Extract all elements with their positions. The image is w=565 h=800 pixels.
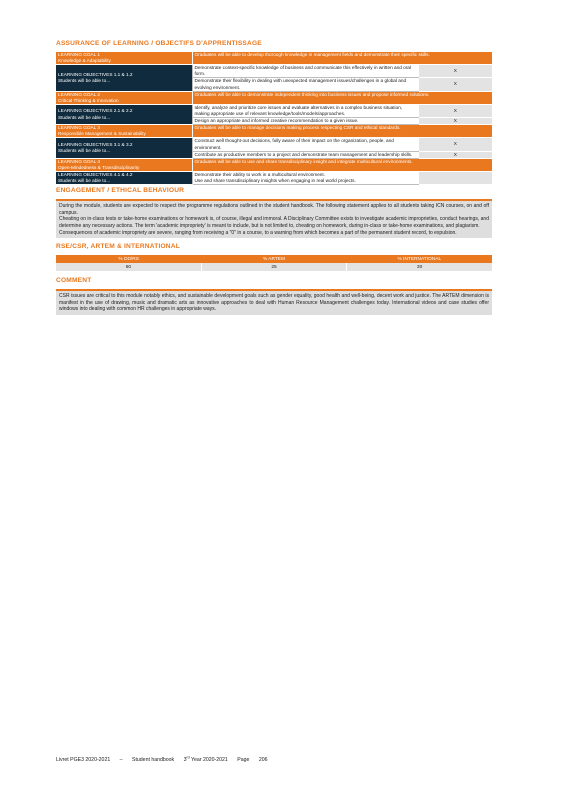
weights-header-artem: % ARTEM: [201, 255, 346, 263]
weights-value-csr: 60: [56, 263, 201, 271]
objective-4-items: [192, 171, 418, 184]
engagement-title: ENGAGEMENT / ETHICAL BEHAVIOUR: [56, 187, 185, 195]
goal-3-name: Responsible Management & Sustainability: [58, 131, 146, 137]
goal-4-label-cell: [56, 158, 192, 171]
assurance-title: ASSURANCE OF LEARNING / OBJECTIFS D'APPRENTISSAGE: [56, 40, 262, 47]
weights-header-row: [56, 255, 492, 263]
page-content: [56, 40, 492, 315]
objective-3-item-2: Contribute as productive members to a project and demonstrate team management and leadership skills.: [192, 151, 418, 158]
objective-1-item-2-mark: X: [418, 78, 492, 91]
footer-page-number: 206: [258, 756, 268, 763]
goal-1-name: Knowledge & Adaptability: [58, 58, 111, 64]
weights-title: RSE/CSR, ARTEM & INTERNATIONAL: [56, 243, 180, 251]
objective-3-cell: [56, 138, 192, 158]
footer-doc: Livret PGE3 2020-2021: [56, 756, 111, 763]
engagement-text-box: [56, 201, 492, 238]
objective-1-sub: Students will be able to...: [58, 77, 111, 83]
objective-2-item-1-mark: X: [418, 104, 492, 117]
comment-text-box: [56, 291, 492, 315]
objective-4-item-2: Use and share transdisciplinary insights when engaging in real world projects.: [194, 178, 356, 184]
page-footer: [56, 755, 275, 763]
weights-value-international: 30: [347, 263, 492, 271]
objective-2-item-1: Identify, analyze and prioritize core issues and evaluate alternatives in a complex business situation, making appropriate use of relevant knowledge/tools/models/approaches.: [192, 104, 418, 117]
footer-page-label: Page: [237, 756, 250, 763]
footer-separator: –: [119, 756, 123, 763]
goal-2-label: LEARNING GOAL 2: [58, 91, 101, 97]
footer-year-num: 3: [183, 756, 187, 763]
engagement-paragraph-1: During the module, students are expected to respect the programme regulations outlined in the student handbook. The following statement applies to all students taking ICN courses, on and off campus.: [59, 203, 489, 216]
goal-2-label-cell: [56, 91, 192, 104]
goal-2-name: Critical Thinking & Innovation: [58, 97, 119, 103]
objective-1-item-1-mark: X: [418, 65, 492, 78]
objective-3-item-2-mark: X: [418, 151, 492, 158]
objective-4-row: [56, 171, 492, 184]
weights-value-row: [56, 263, 492, 271]
footer-year: [184, 757, 228, 763]
goal-4-name: Open-Mindedness & Transdisciplinarity: [58, 164, 140, 170]
goal-row-2: [56, 91, 492, 104]
objective-1-item-2: Demonstrate their flexibility in dealing with unexpected management issues/challenges in a global and evolving environment.: [192, 78, 418, 91]
engagement-paragraph-2: Cheating on in-class tests or take-home examinations or homework is, of course, illegal and immoral. A Disciplinary Committee exists to investigate academic improprieties, conduct hearings, and determine any necessary actions. The term 'academic impropriety' is meant to include, but is not limited to, cheating on homework, during in-class or take-home examinations, and plagiarism.: [59, 216, 489, 229]
weights-header-international: % INTERNATIONAL: [347, 255, 492, 263]
objective-2-item-2-mark: X: [418, 118, 492, 125]
comment-title: COMMENT: [56, 277, 92, 285]
objective-4-cell: [56, 171, 192, 184]
objective-2-label: LEARNING OBJECTIVES 2.1 & 2.2: [58, 108, 133, 114]
goal-3-label: LEARNING GOAL 3: [58, 125, 101, 131]
goal-4-label: LEARNING GOAL 4: [58, 158, 101, 164]
objective-4-mark: [418, 171, 492, 184]
goal-1-label: LEARNING GOAL 1: [58, 52, 101, 57]
engagement-paragraph-3: Consequences of academic impropriety are severe, ranging from receiving a "0" in a course, to a warning from which becomes a part of the permanent student record, to expulsion.: [59, 229, 457, 236]
objective-3-row-a: [56, 138, 492, 151]
goal-3-label-cell: [56, 125, 192, 138]
comment-text: CSR issues are critical to this module notably ethics, and sustainable development goals such as gender equality, good health and well-being, decent work and justice. The ARTEM dimension is manifest in the use of drawing, music and dramatic arts as innovative approaches to deal with Human Resource Management challenges today. International videos and case studies offer windows into dealing with common HR challenges in appropriate ways.: [59, 293, 489, 313]
weights-value-artem: 25: [201, 263, 346, 271]
weights-header-csr: % DD/RS: [56, 255, 201, 263]
learning-goals-table: [56, 52, 492, 185]
footer-handbook: Student handbook: [132, 756, 175, 763]
objective-2-row-a: [56, 104, 492, 117]
weights-table: [56, 255, 492, 271]
objective-3-label: LEARNING OBJECTIVES 3.1 & 3.2: [58, 141, 133, 147]
objective-3-item-1-mark: X: [418, 138, 492, 151]
objective-1-row-a: [56, 65, 492, 78]
goal-4-description: Graduates will be able to use and share transdisciplinary insight and integrate multicultural environments.: [192, 158, 492, 171]
objective-1-label: LEARNING OBJECTIVES 1.1 & 1.2: [58, 71, 133, 77]
objective-1-item-1: Demonstrate context-specific knowledge of business and communicate this effectively in written and oral form.: [192, 65, 418, 78]
objective-4-sub: Students will be able to...: [58, 178, 111, 184]
goal-3-description: Graduates will be able to manage decisions making process respecting CSR and ethical standards.: [192, 125, 492, 138]
objective-2-sub: Students will be able to...: [58, 114, 111, 120]
goal-1-label-cell: [56, 52, 192, 65]
goal-row-4: [56, 158, 492, 171]
footer-year-sup: rd: [186, 755, 190, 759]
goal-1-description: Graduates will be able to develop thorough knowledge in management fields and demonstrate their specific skills.: [192, 52, 492, 65]
goal-row-3: [56, 125, 492, 138]
footer-year-rest: Year 2020-2021: [191, 756, 228, 763]
objective-2-item-2: Design an appropriate and informed creative recommendation to a given issue.: [192, 118, 418, 125]
goal-2-description: Graduates will be able to demonstrate independent thinking into business issues and propose informed solutions.: [192, 91, 492, 104]
objective-4-item-1: Demonstrate their ability to work in a multicultural environment.: [194, 171, 326, 177]
objective-3-sub: Students will be able to...: [58, 148, 111, 154]
objective-3-item-1: Construct well thought-out decisions, fully aware of their impact on the organization, people, and environment.: [192, 138, 418, 151]
objective-2-cell: [56, 104, 192, 124]
goal-row-1: [56, 52, 492, 65]
objective-1-cell: [56, 65, 192, 91]
objective-4-label: LEARNING OBJECTIVES 4.1 & 4.2: [58, 171, 133, 177]
